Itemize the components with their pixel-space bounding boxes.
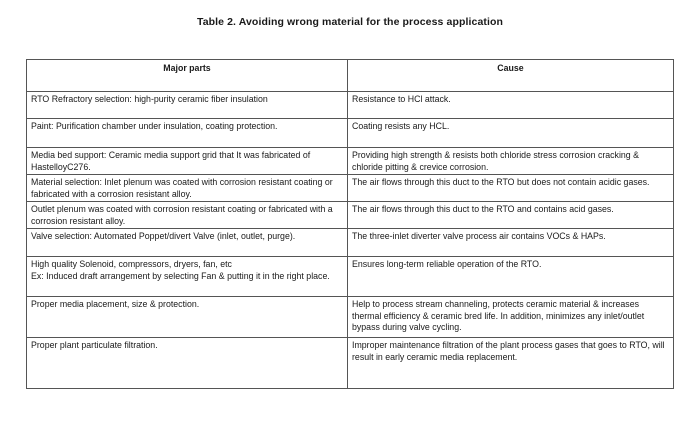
cause-cell: The air flows through this duct to the RTO and contains acid gases.: [348, 202, 674, 229]
cause-cell: Help to process stream channeling, protects ceramic material & increases thermal efficiency & ceramic bred life. In addition, minimizes any inlet/outlet bypass during valve cycling.: [348, 297, 674, 338]
table-row: [27, 202, 674, 229]
table-row: [27, 229, 674, 257]
table-caption: Table 2. Avoiding wrong material for the process application: [196, 16, 504, 28]
part-example-text: Ex: Induced draft arrangement by selecting Fan & putting it in the right place.: [31, 270, 330, 281]
table-row: [27, 148, 674, 175]
table-row: [27, 175, 674, 202]
table-row: [27, 92, 674, 119]
part-cell: Media bed support: Ceramic media support grid that It was fabricated of HastelloyC276.: [27, 148, 348, 175]
materials-table: [26, 59, 674, 389]
cause-cell: The three-inlet diverter valve process air contains VOCs & HAPs.: [348, 229, 674, 257]
table-header-row: [27, 60, 674, 92]
part-cell: Valve selection: Automated Poppet/divert Valve (inlet, outlet, purge).: [27, 229, 348, 257]
table-row: [27, 119, 674, 148]
table-row: [27, 297, 674, 338]
cause-cell: Providing high strength & resists both chloride stress corrosion cracking & chloride pitting & crevice corrosion.: [348, 148, 674, 175]
part-cell: High quality Solenoid, compressors, dryers, fan, etc Ex: Induced draft arrangement by selecting Fan & putting it in the right place.: [27, 257, 348, 297]
header-cause: Cause: [348, 60, 674, 92]
table-row: [27, 257, 674, 297]
cause-cell: Resistance to HCl attack.: [348, 92, 674, 119]
table-row: [27, 338, 674, 389]
part-cell: Outlet plenum was coated with corrosion resistant coating or fabricated with a corrosion resistant alloy.: [27, 202, 348, 229]
part-cell: RTO Refractory selection: high-purity ceramic fiber insulation: [27, 92, 348, 119]
cause-cell: The air flows through this duct to the RTO but does not contain acidic gases.: [348, 175, 674, 202]
part-cell: Proper media placement, size & protection.: [27, 297, 348, 338]
cause-cell: Ensures long-term reliable operation of the RTO.: [348, 257, 674, 297]
part-cell: Material selection: Inlet plenum was coated with corrosion resistant coating or fabricated with a corrosion resistant alloy.: [27, 175, 348, 202]
part-cell: Proper plant particulate filtration.: [27, 338, 348, 389]
cause-cell: Coating resists any HCL.: [348, 119, 674, 148]
part-cell: Paint: Purification chamber under insulation, coating protection.: [27, 119, 348, 148]
cause-cell: Improper maintenance filtration of the plant process gases that goes to RTO, will result in early ceramic media replacement.: [348, 338, 674, 389]
header-major-parts: Major parts: [27, 60, 348, 92]
